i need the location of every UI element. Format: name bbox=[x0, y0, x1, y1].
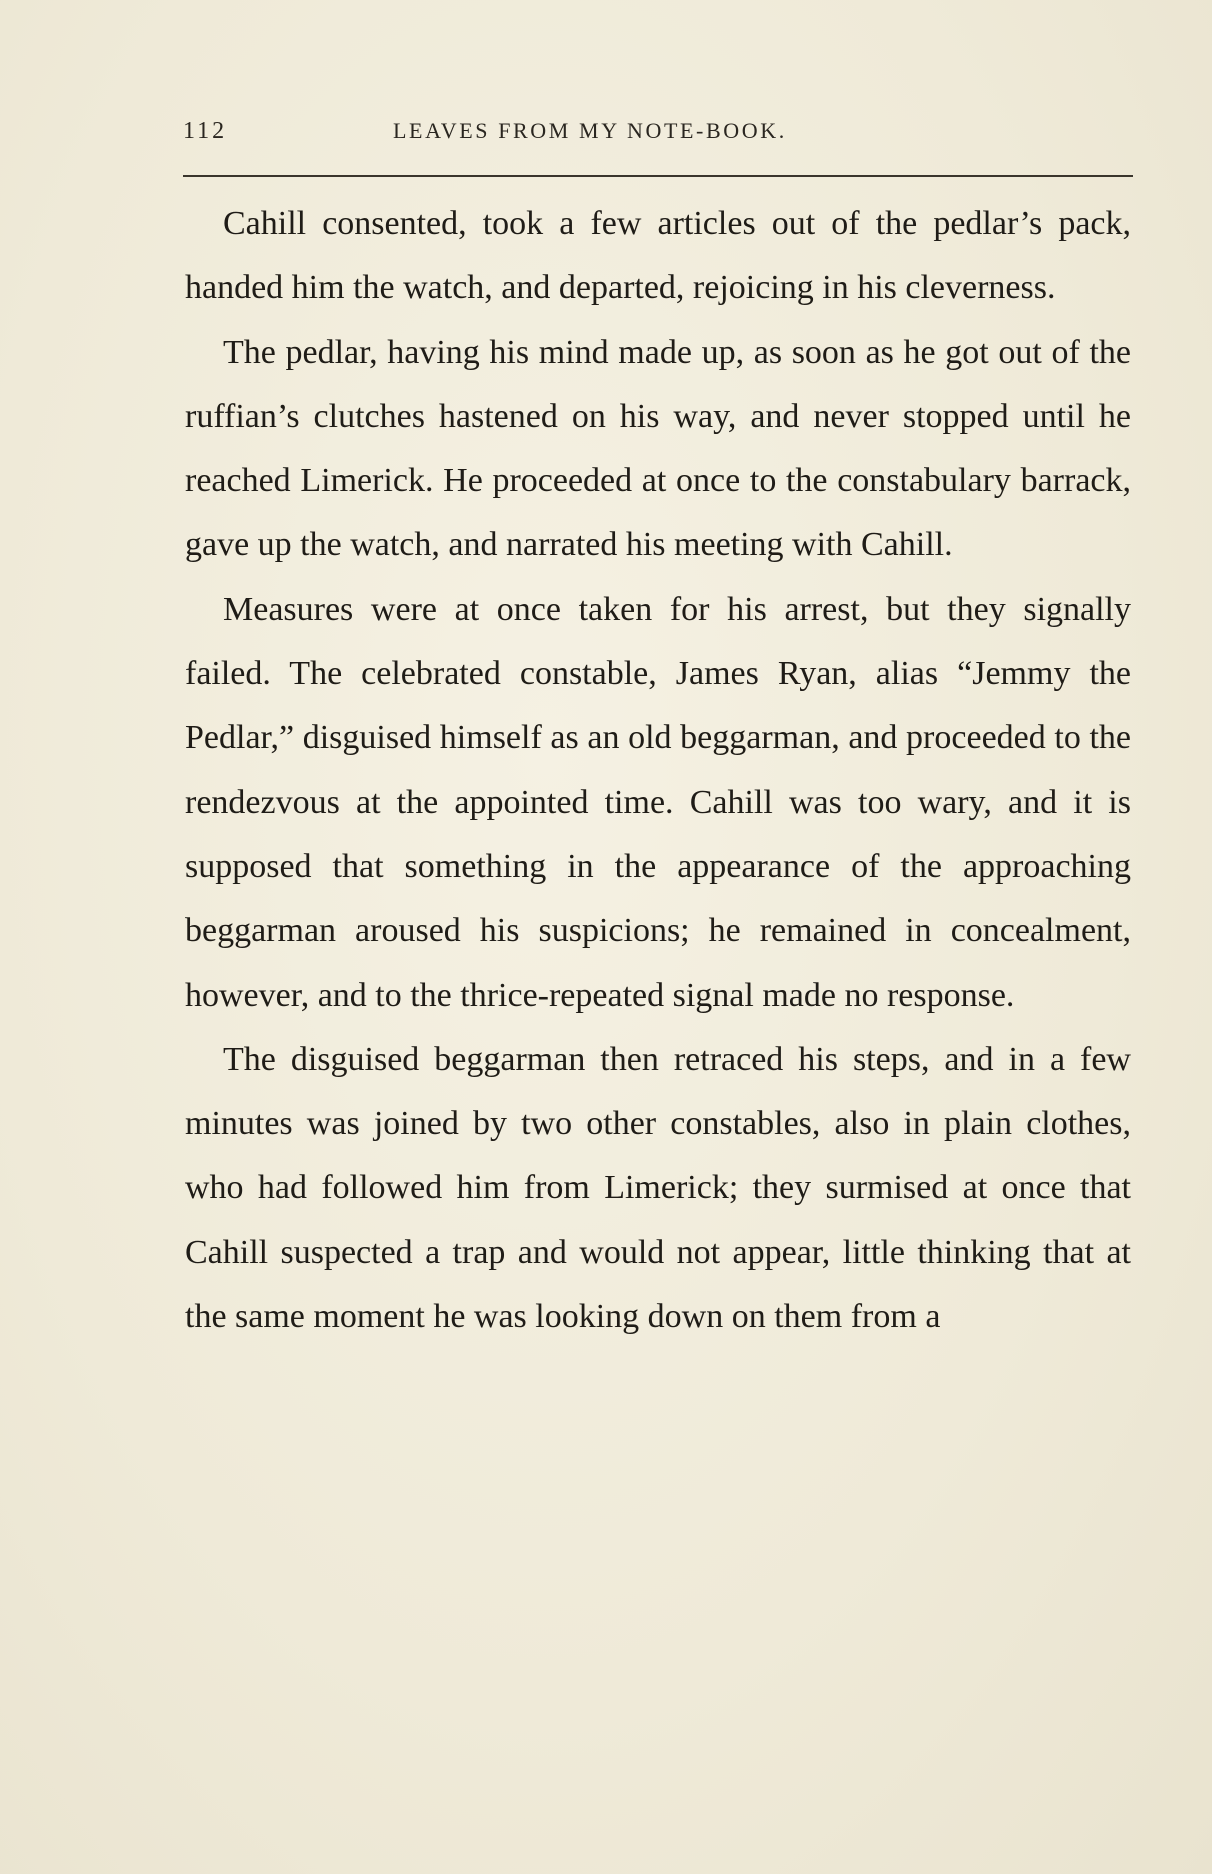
running-head: LEAVES FROM MY NOTE-BOOK. bbox=[393, 118, 787, 143]
header-rule bbox=[183, 175, 1133, 177]
body-text bbox=[185, 192, 1131, 1349]
paragraph: Measures were at once taken for his arrest, but they signally failed. The celebrated constable, James Ryan, alias “Jemmy the Pedlar,” disguised himself as an old beggarman, and proceeded to the rendezvous at the appointed time. Cahill was too wary, and it is supposed that something in the appearance of the approaching beggarman aroused his suspicions; he remained in concealment, however, and to the thrice-repeated signal made no response. bbox=[185, 590, 1131, 1014]
page-header bbox=[183, 118, 1133, 154]
page-number: 112 bbox=[183, 118, 228, 144]
paragraph: The pedlar, having his mind made up, as soon as he got out of the ruffian’s clutches hastened on his way, and never stopped until he reached Limerick. He proceeded at once to the constabulary barrack, gave up the watch, and narrated his meeting with Cahill. bbox=[185, 333, 1131, 564]
paragraph: The disguised beggarman then retraced his steps, and in a few minutes was joined by two other constables, also in plain clothes, who had followed him from Limerick; they surmised at once that Cahill suspected a trap and would not appear, little thinking that at the same moment he was looking down on them from a bbox=[185, 1040, 1131, 1336]
paragraph: Cahill consented, took a few articles out of the pedlar’s pack, handed him the watch, and departed, rejoicing in his cleverness. bbox=[185, 205, 1131, 307]
